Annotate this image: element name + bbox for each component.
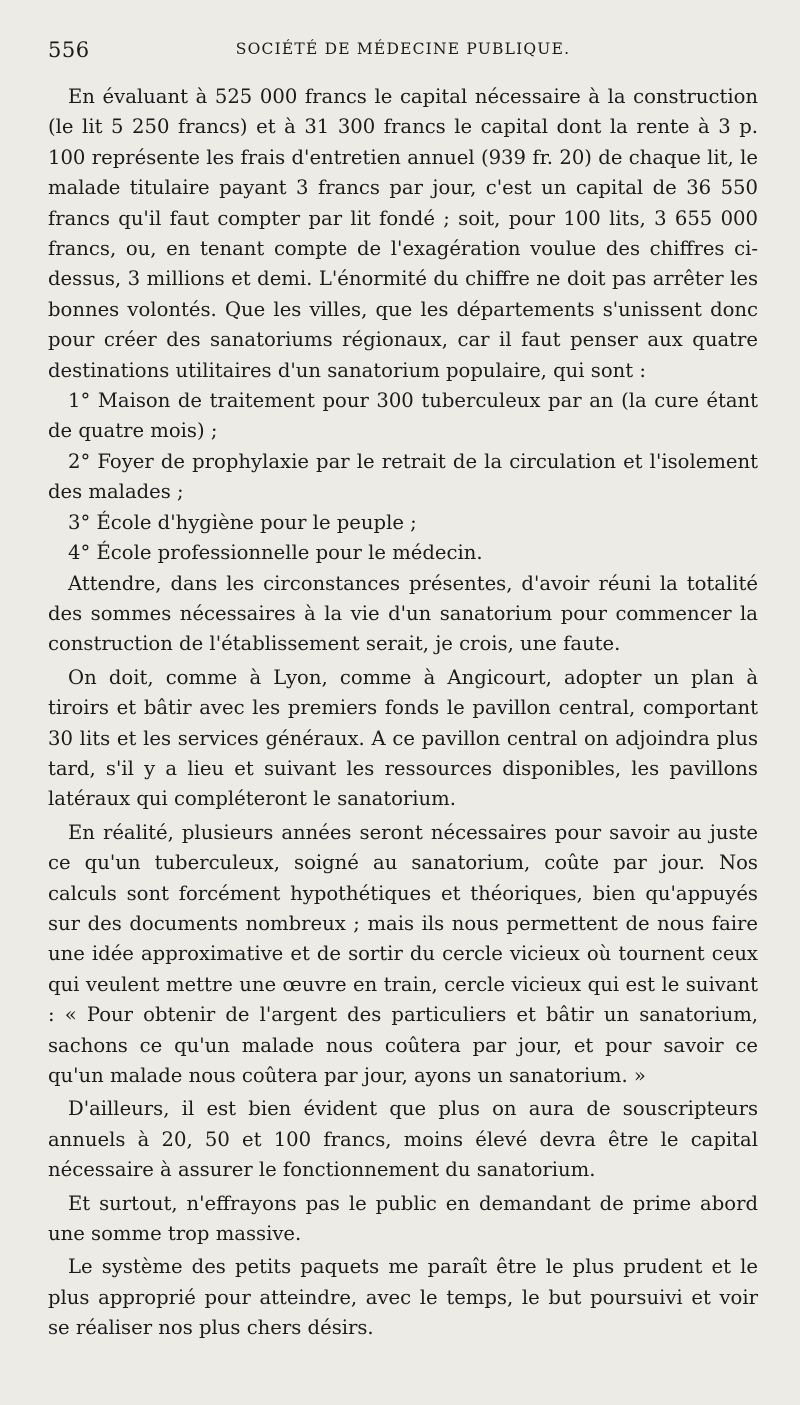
page-number: 556 <box>48 38 90 62</box>
list-item-1: 1° Maison de traitement pour 300 tuberculeux par an (la cure étant de quatre mois) ; <box>48 389 758 443</box>
paragraph-subscribers: D'ailleurs, il est bien évident que plus on aura de souscripteurs annuels à 20, 50 et 100 francs, moins élevé devra être le capital nécessaire à assurer le fonctionnement du sanatorium. <box>48 1097 758 1182</box>
running-title: SOCIÉTÉ DE MÉDECINE PUBLIQUE. <box>235 40 571 58</box>
paragraph-waiting: Attendre, dans les circonstances présentes, d'avoir réuni la totalité des sommes nécessaires à la vie d'un sanatorium pour commencer la construction de l'établissement serait, je crois, une faute. <box>48 571 758 656</box>
list-item-4: 4° École professionnelle pour le médecin. <box>68 541 483 565</box>
paragraph-conclusion: Le système des petits paquets me paraît être le plus prudent et le plus approprié pour atteindre, avec le temps, le but poursuivi et voir se réaliser nos plus chers désirs. <box>48 1255 758 1340</box>
paragraph-plan: On doit, comme à Lyon, comme à Angicourt, adopter un plan à tiroirs et bâtir avec les premiers fonds le pavillon central, comportant 30 lits et les services généraux. A ce pavillon central on adjoindra plus tard, s'il y a lieu et suivant les ressources disponibles, les pavillons latéraux qui compléteront le sanatorium. <box>48 665 758 811</box>
paragraph-cost-estimate: En évaluant à 525 000 francs le capital nécessaire à la construction (le lit 5 250 francs) et à 31 300 francs le capital dont la rente à 3 p. 100 représente les frais d'entretien annuel (939 fr. 20) de chaque lit, le malade titulaire payant 3 francs par jour, c'est un capital de 36 550 francs qu'il faut compter par lit fondé ; soit, pour 100 lits, 3 655 000 francs, ou, en tenant compte de l'exagération voulue des chiffres ci-dessus, 3 millions et demi. L'énormité du chiffre ne doit pas arrêter les bonnes volontés. Que les villes, que les départements s'unissent donc pour créer des sanatoriums régionaux, car il faut penser aux quatre destinations utilitaires d'un sanatorium populaire, qui sont : <box>48 85 758 382</box>
list-item-2: 2° Foyer de prophylaxie par le retrait de la circulation et l'isolement des malades ; <box>48 449 758 504</box>
paragraph-public: Et surtout, n'effrayons pas le public en demandant de prime abord une somme trop massive. <box>48 1191 758 1246</box>
list-item-3: 3° École d'hygiène pour le peuple ; <box>68 510 417 534</box>
running-head <box>48 38 758 70</box>
body-text <box>48 82 758 1344</box>
paragraph-reality: En réalité, plusieurs années seront nécessaires pour savoir au juste ce qu'un tuberculeux, soigné au sanatorium, coûte par jour. Nos calculs sont forcément hypothétiques et théoriques, bien qu'appuyés sur des documents nombreux ; mais ils nous permettent de nous faire une idée approximative et de sortir du cercle vicieux où tournent ceux qui veulent mettre une œuvre en train, cercle vicieux qui est le suivant : « Pour obtenir de l'argent des particuliers et bâtir un sanatorium, sachons ce qu'un malade nous coûtera par jour, et pour savoir ce qu'un malade nous coûtera par jour, ayons un sanatorium. » <box>48 820 758 1087</box>
